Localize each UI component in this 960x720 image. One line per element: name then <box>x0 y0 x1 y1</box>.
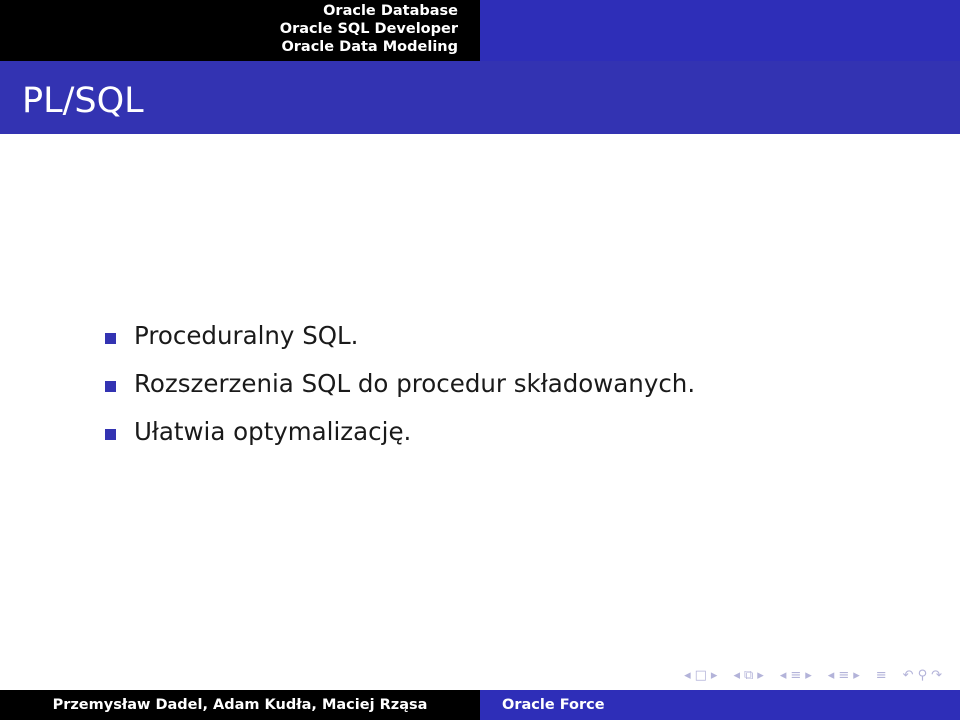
bullet-square-icon <box>105 381 116 392</box>
search-undo-group <box>901 668 944 683</box>
nav-section-back-icon[interactable]: ◂ <box>779 668 787 683</box>
bullet-item <box>105 416 695 464</box>
bullet-text: Ułatwia optymalizację. <box>134 417 412 446</box>
section-link-oracle-sql-developer[interactable]: Oracle SQL Developer <box>279 21 458 37</box>
subsection-nav-group <box>731 668 765 683</box>
nav-subsubsection-forward-icon[interactable]: ▸ <box>853 668 860 683</box>
frame-title-bar <box>0 61 960 134</box>
nav-section-icon[interactable]: ≡ <box>790 668 802 683</box>
section-nav-group <box>778 668 814 683</box>
section-navigation <box>0 0 480 61</box>
footline-bar <box>0 690 960 720</box>
footer-authors: Przemysław Dadel, Adam Kudła, Maciej Rząsa <box>0 690 480 720</box>
nav-section-forward-icon[interactable]: ▸ <box>805 668 812 683</box>
section-link-oracle-data-modeling[interactable]: Oracle Data Modeling <box>281 39 458 55</box>
nav-redo-icon[interactable]: ↷ <box>931 668 942 683</box>
bullet-text: Proceduralny SQL. <box>134 321 359 350</box>
bullet-list <box>105 320 695 464</box>
nav-frame-back-icon[interactable]: ◂ <box>684 668 691 683</box>
nav-subsubsection-icon[interactable]: ≡ <box>838 668 850 683</box>
nav-subsection-icon[interactable]: ⧉ <box>743 668 754 683</box>
bullet-item <box>105 368 695 416</box>
nav-document-icon[interactable]: ≡ <box>875 668 887 683</box>
document-nav-group <box>874 668 889 683</box>
doc-nav-group <box>826 668 862 683</box>
frame-title: PL/SQL <box>22 81 144 121</box>
headline-right-bar <box>480 0 960 61</box>
footer-short-title: Oracle Force <box>480 690 960 720</box>
nav-frame-forward-icon[interactable]: ▸ <box>710 668 718 683</box>
nav-subsubsection-back-icon[interactable]: ◂ <box>827 668 835 683</box>
bullet-square-icon <box>105 333 116 344</box>
section-link-oracle-database[interactable]: Oracle Database <box>323 3 458 19</box>
nav-subsection-back-icon[interactable]: ◂ <box>733 668 740 683</box>
bullet-square-icon <box>105 429 116 440</box>
nav-undo-icon[interactable]: ↶ <box>902 668 914 683</box>
bullet-item <box>105 320 695 368</box>
nav-subsection-forward-icon[interactable]: ▸ <box>757 668 764 683</box>
bullet-text: Rozszerzenia SQL do procedur składowanych. <box>134 369 696 398</box>
nav-search-icon[interactable]: ⚲ <box>917 668 928 683</box>
nav-frame-icon[interactable]: □ <box>694 668 707 683</box>
beamer-navigation-bar <box>676 668 950 683</box>
headline-bar <box>0 0 960 61</box>
frame-nav-group <box>682 668 719 683</box>
